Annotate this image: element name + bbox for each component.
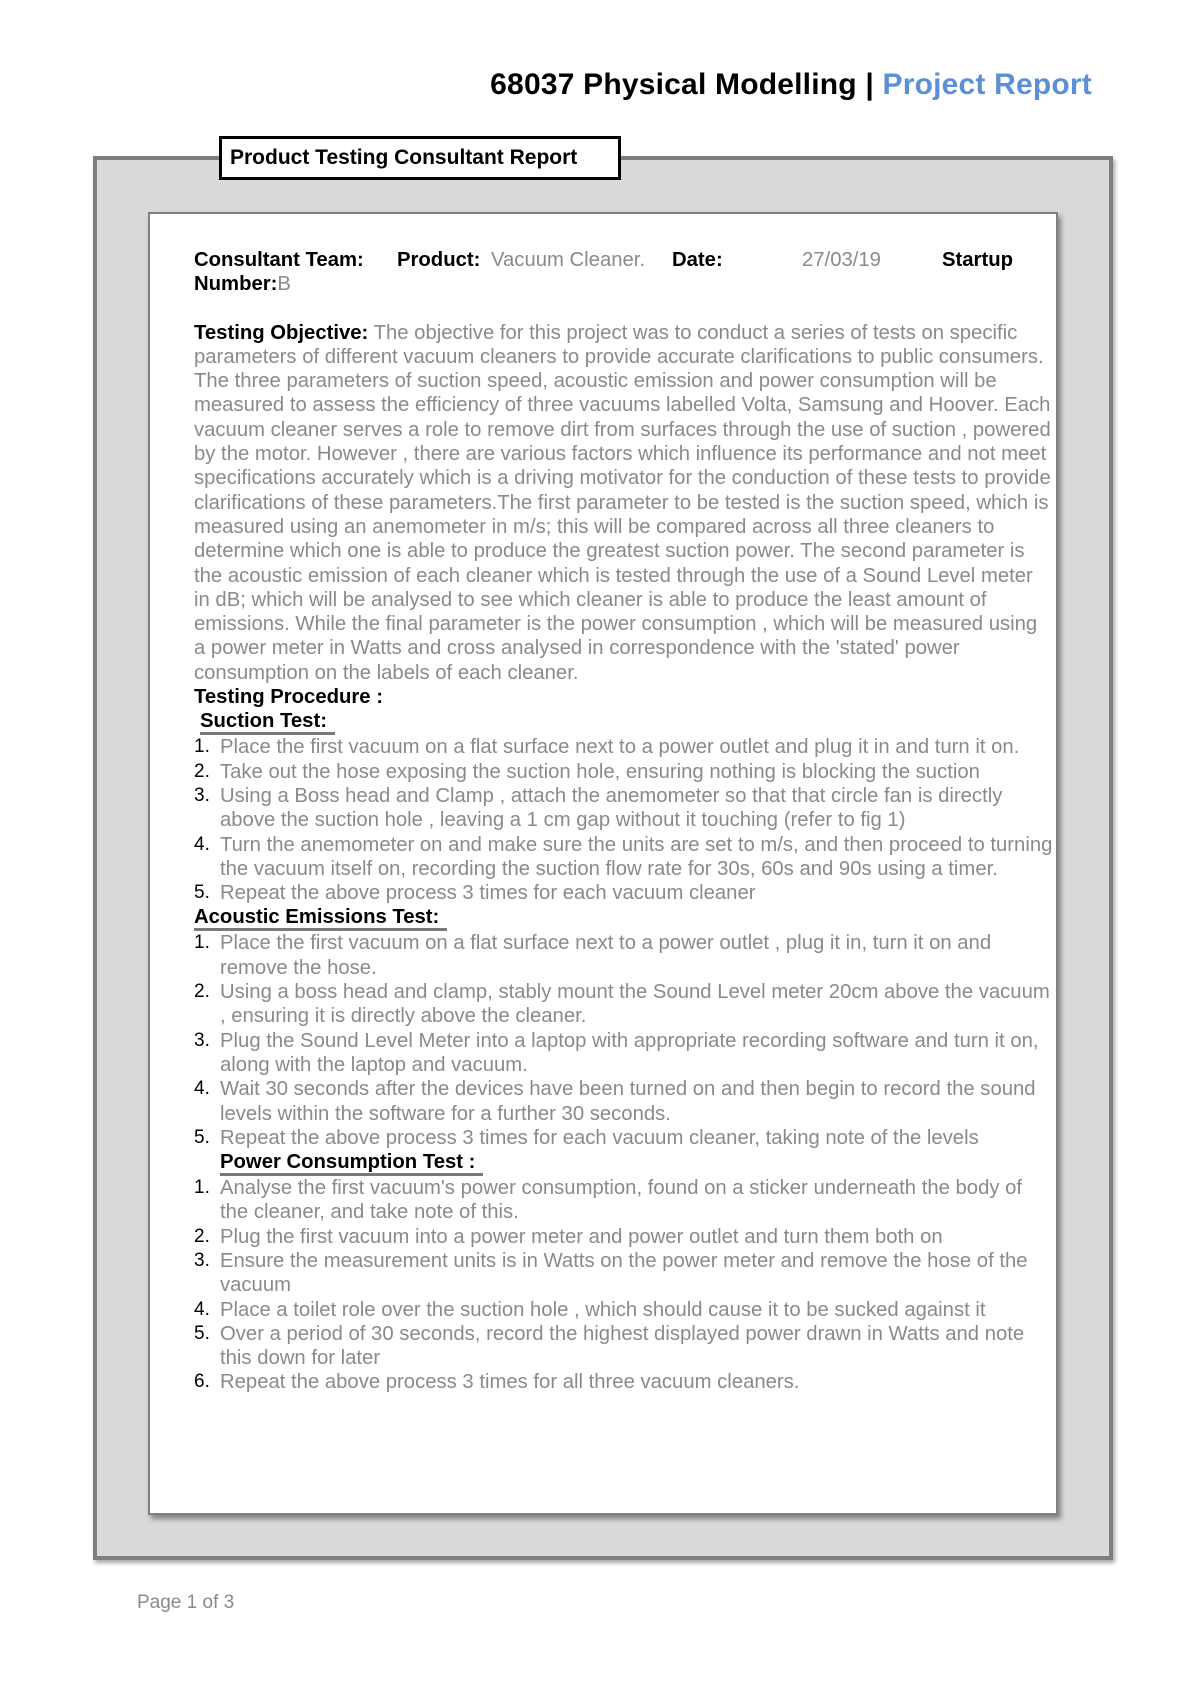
header-separator: | bbox=[865, 68, 874, 101]
list-text: Using a boss head and clamp, stably mount the Sound Level meter 20cm above the vacuum , ensuring it is directly above the cleaner. bbox=[220, 981, 1050, 1028]
list-text: Place the first vacuum on a flat surface next to a power outlet and plug it in and turn it on. bbox=[220, 736, 1020, 759]
report-label: Product Testing Consultant Report bbox=[219, 136, 621, 180]
procedure-label: Testing Procedure : bbox=[194, 686, 383, 709]
list-number: 5. bbox=[194, 1126, 210, 1148]
power-heading: Power Consumption Test : bbox=[220, 1151, 483, 1176]
list-number: 2. bbox=[194, 760, 210, 782]
acoustic-heading-row bbox=[194, 905, 1054, 931]
list-item bbox=[194, 784, 1054, 833]
startup-number bbox=[194, 272, 1054, 296]
list-item bbox=[194, 760, 1054, 784]
list-number: 3. bbox=[194, 1249, 210, 1271]
list-item bbox=[194, 931, 1054, 980]
list-number: 1. bbox=[194, 1177, 210, 1199]
list-number: 2. bbox=[194, 1225, 210, 1247]
list-text: Turn the anemometer on and make sure the units are set to m/s, and then proceed to turning the vacuum itself on, recording the suction flow rate for 30s, 60s and 90s using a timer. bbox=[220, 833, 1053, 880]
list-number: 5. bbox=[194, 1322, 210, 1344]
list-text: Repeat the above process 3 times for each vacuum cleaner, taking note of the levels bbox=[220, 1126, 979, 1149]
list-item bbox=[194, 833, 1054, 882]
date-label: Date: bbox=[672, 249, 723, 271]
list-number: 4. bbox=[194, 1298, 210, 1320]
product-value: Vacuum Cleaner. bbox=[491, 249, 646, 271]
list-item bbox=[194, 881, 1054, 905]
list-text: Ensure the measurement units is in Watts on the power meter and remove the hose of the vacuum bbox=[220, 1249, 1028, 1297]
list-number: 5. bbox=[194, 882, 210, 904]
startup-label: Startup bbox=[942, 249, 1013, 271]
list-text: Repeat the above process 3 times for all three vacuum cleaners. bbox=[220, 1371, 800, 1394]
list-text: Place the first vacuum on a flat surface next to a power outlet , plug it in, turn it on and remove the hose. bbox=[220, 932, 992, 979]
list-text: Using a Boss head and Clamp , attach the anemometer so that that circle fan is directly above the suction hole , leaving a 1 cm gap without it touching (refer to fig 1) bbox=[220, 784, 1003, 832]
list-number: 3. bbox=[194, 784, 210, 806]
list-item bbox=[194, 735, 1054, 759]
list-number: 2. bbox=[194, 981, 210, 1003]
meta-line bbox=[194, 248, 1054, 272]
list-text: Take out the hose exposing the suction hole, ensuring nothing is blocking the suction bbox=[220, 760, 980, 783]
suction-steps bbox=[194, 735, 1054, 905]
list-item bbox=[194, 1029, 1054, 1078]
suction-heading: Suction Test: bbox=[200, 710, 335, 735]
list-text: Plug the first vacuum into a power meter and power outlet and turn them both on bbox=[220, 1225, 943, 1248]
objective-label: Testing Objective: bbox=[194, 321, 369, 344]
list-item bbox=[194, 1322, 1054, 1371]
testing-objective bbox=[194, 321, 1054, 685]
list-text: Plug the Sound Level Meter into a laptop with appropriate recording software and turn it on, along with the laptop and vacuum. bbox=[220, 1029, 1039, 1076]
page-header bbox=[490, 68, 1092, 102]
list-item bbox=[194, 1249, 1054, 1298]
list-item bbox=[194, 1370, 1054, 1394]
power-steps bbox=[194, 1176, 1054, 1395]
report-content bbox=[194, 248, 1054, 1395]
list-item bbox=[194, 1176, 1054, 1225]
list-number: 4. bbox=[194, 833, 210, 855]
power-heading-row bbox=[194, 1150, 1054, 1176]
list-item bbox=[194, 1298, 1054, 1322]
list-number: 4. bbox=[194, 1078, 210, 1100]
product-label: Product: bbox=[397, 249, 481, 271]
acoustic-steps bbox=[194, 931, 1054, 1150]
date-value: 27/03/19 bbox=[802, 249, 881, 271]
number-value: B bbox=[277, 273, 291, 296]
list-text: Repeat the above process 3 times for each vacuum cleaner bbox=[220, 882, 756, 905]
list-text: Wait 30 seconds after the devices have been turned on and then begin to record the sound levels within the software for a further 30 seconds. bbox=[220, 1078, 1036, 1125]
list-text: Over a period of 30 seconds, record the highest displayed power drawn in Watts and note this down for later bbox=[220, 1322, 1025, 1370]
list-item bbox=[194, 980, 1054, 1029]
number-label: Number: bbox=[194, 273, 278, 296]
list-item bbox=[194, 1077, 1054, 1126]
list-item bbox=[194, 1126, 1054, 1150]
course-title: 68037 Physical Modelling bbox=[490, 68, 857, 101]
suction-heading-row bbox=[194, 709, 1054, 735]
list-number: 1. bbox=[194, 736, 210, 758]
list-text: Place a toilet role over the suction hole , which should cause it to be sucked against it bbox=[220, 1298, 986, 1321]
list-number: 1. bbox=[194, 932, 210, 954]
list-text: Analyse the first vacuum's power consumption, found on a sticker underneath the body of the cleaner, and take note of this. bbox=[220, 1177, 1023, 1224]
list-number: 3. bbox=[194, 1029, 210, 1051]
acoustic-heading: Acoustic Emissions Test: bbox=[194, 906, 447, 931]
page-number: Page 1 of 3 bbox=[137, 1592, 235, 1613]
report-title: Project Report bbox=[882, 68, 1092, 101]
objective-text: The objective for this project was to conduct a series of tests on specific parameters of different vacuum cleaners to provide accurate clarifications to public consumers. The three parameters of suction speed, acoustic emission and power consumption will be measured to assess the efficiency of three vacuums labelled Volta, Samsung and Hoover. Each vacuum cleaner serves a role to remove dirt from surfaces through the use of suction , powered by the motor. However , there are various factors which influence its performance and not meet specifications accurately which is a driving motivator for the conduction of these tests to provide clarifications of these parameters.The first parameter to be tested is the suction speed, which is measured using an anemometer in m/s; this will be compared across all three cleaners to determine which one is able to produce the greatest suction power. The second parameter is the acoustic emission of each cleaner which is tested through the use of a Sound Level meter in dB; which will be analysed to see which cleaner is able to produce the least amount of emissions. While the final parameter is the power consumption , which will be measured using a power meter in Watts and cross analysed in correspondence with the 'stated' power consumption on the labels of each cleaner. bbox=[194, 321, 1051, 684]
list-number: 6. bbox=[194, 1371, 210, 1393]
team-label: Consultant Team: bbox=[194, 249, 364, 271]
list-item bbox=[194, 1225, 1054, 1249]
